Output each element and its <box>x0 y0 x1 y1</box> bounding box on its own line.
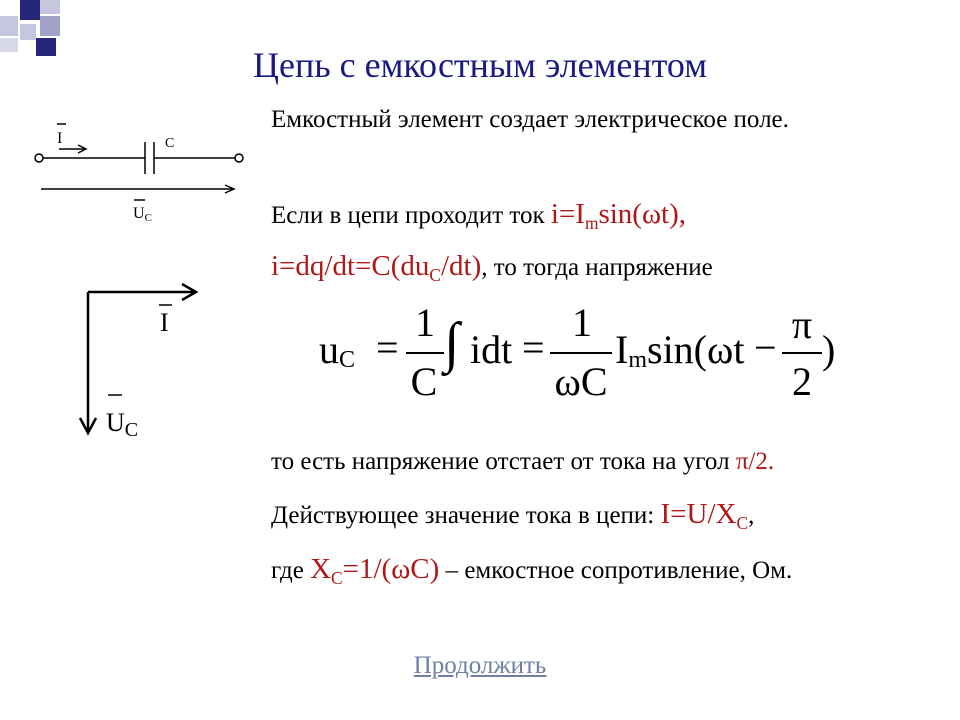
reactance-formula: $X_C=1/(\omega C)$ <box>310 553 440 589</box>
capacitor-label: C <box>165 136 175 151</box>
phasor-voltage-subscript: C <box>124 419 139 441</box>
page-title: Цепь с емкостным элементом <box>252 45 708 85</box>
paragraph-charge-formula: $i=dq/dt=C(du_C/dt)$, то тогда напряжение <box>271 250 713 286</box>
phasor-voltage-label: U <box>106 408 125 437</box>
capacitor-circuit-diagram <box>20 110 260 230</box>
current-formula: $i=I_m\sin(\omega t)$, <box>550 198 687 234</box>
ohms-law-formula: $I=U/X_C$ <box>660 498 749 534</box>
circuit-voltage-subscript: C <box>144 212 152 224</box>
paragraph-effective-current: Действующее значение тока в цепи: $I=U/X_C$, <box>271 498 755 534</box>
phasor-diagram <box>70 270 200 450</box>
phasor-current-label: I <box>160 308 169 337</box>
paragraph-reactance: где $X_C=1/(\omega C)$ – емкостное сопротивление, Ом. <box>271 553 793 589</box>
svg-text:UC <box>106 408 138 441</box>
paragraph-capacitive-field: Емкостный элемент создает электрическое поле. <box>271 106 789 133</box>
paragraph-phase-lag: то есть напряжение отстает от тока на угол π/2. <box>271 448 775 475</box>
circuit-voltage-label: U <box>133 205 145 222</box>
paragraph-current-formula: Если в цепи проходит ток $i=I_m\sin(\omega t)$, <box>271 198 687 234</box>
continue-link[interactable]: Продолжить <box>413 652 547 679</box>
svg-text:UC <box>133 205 152 224</box>
charge-formula: $i=dq/dt=C(du_C/dt)$ <box>271 250 482 286</box>
phase-angle: π/2. <box>735 448 775 475</box>
circuit-current-label: I <box>57 130 63 147</box>
